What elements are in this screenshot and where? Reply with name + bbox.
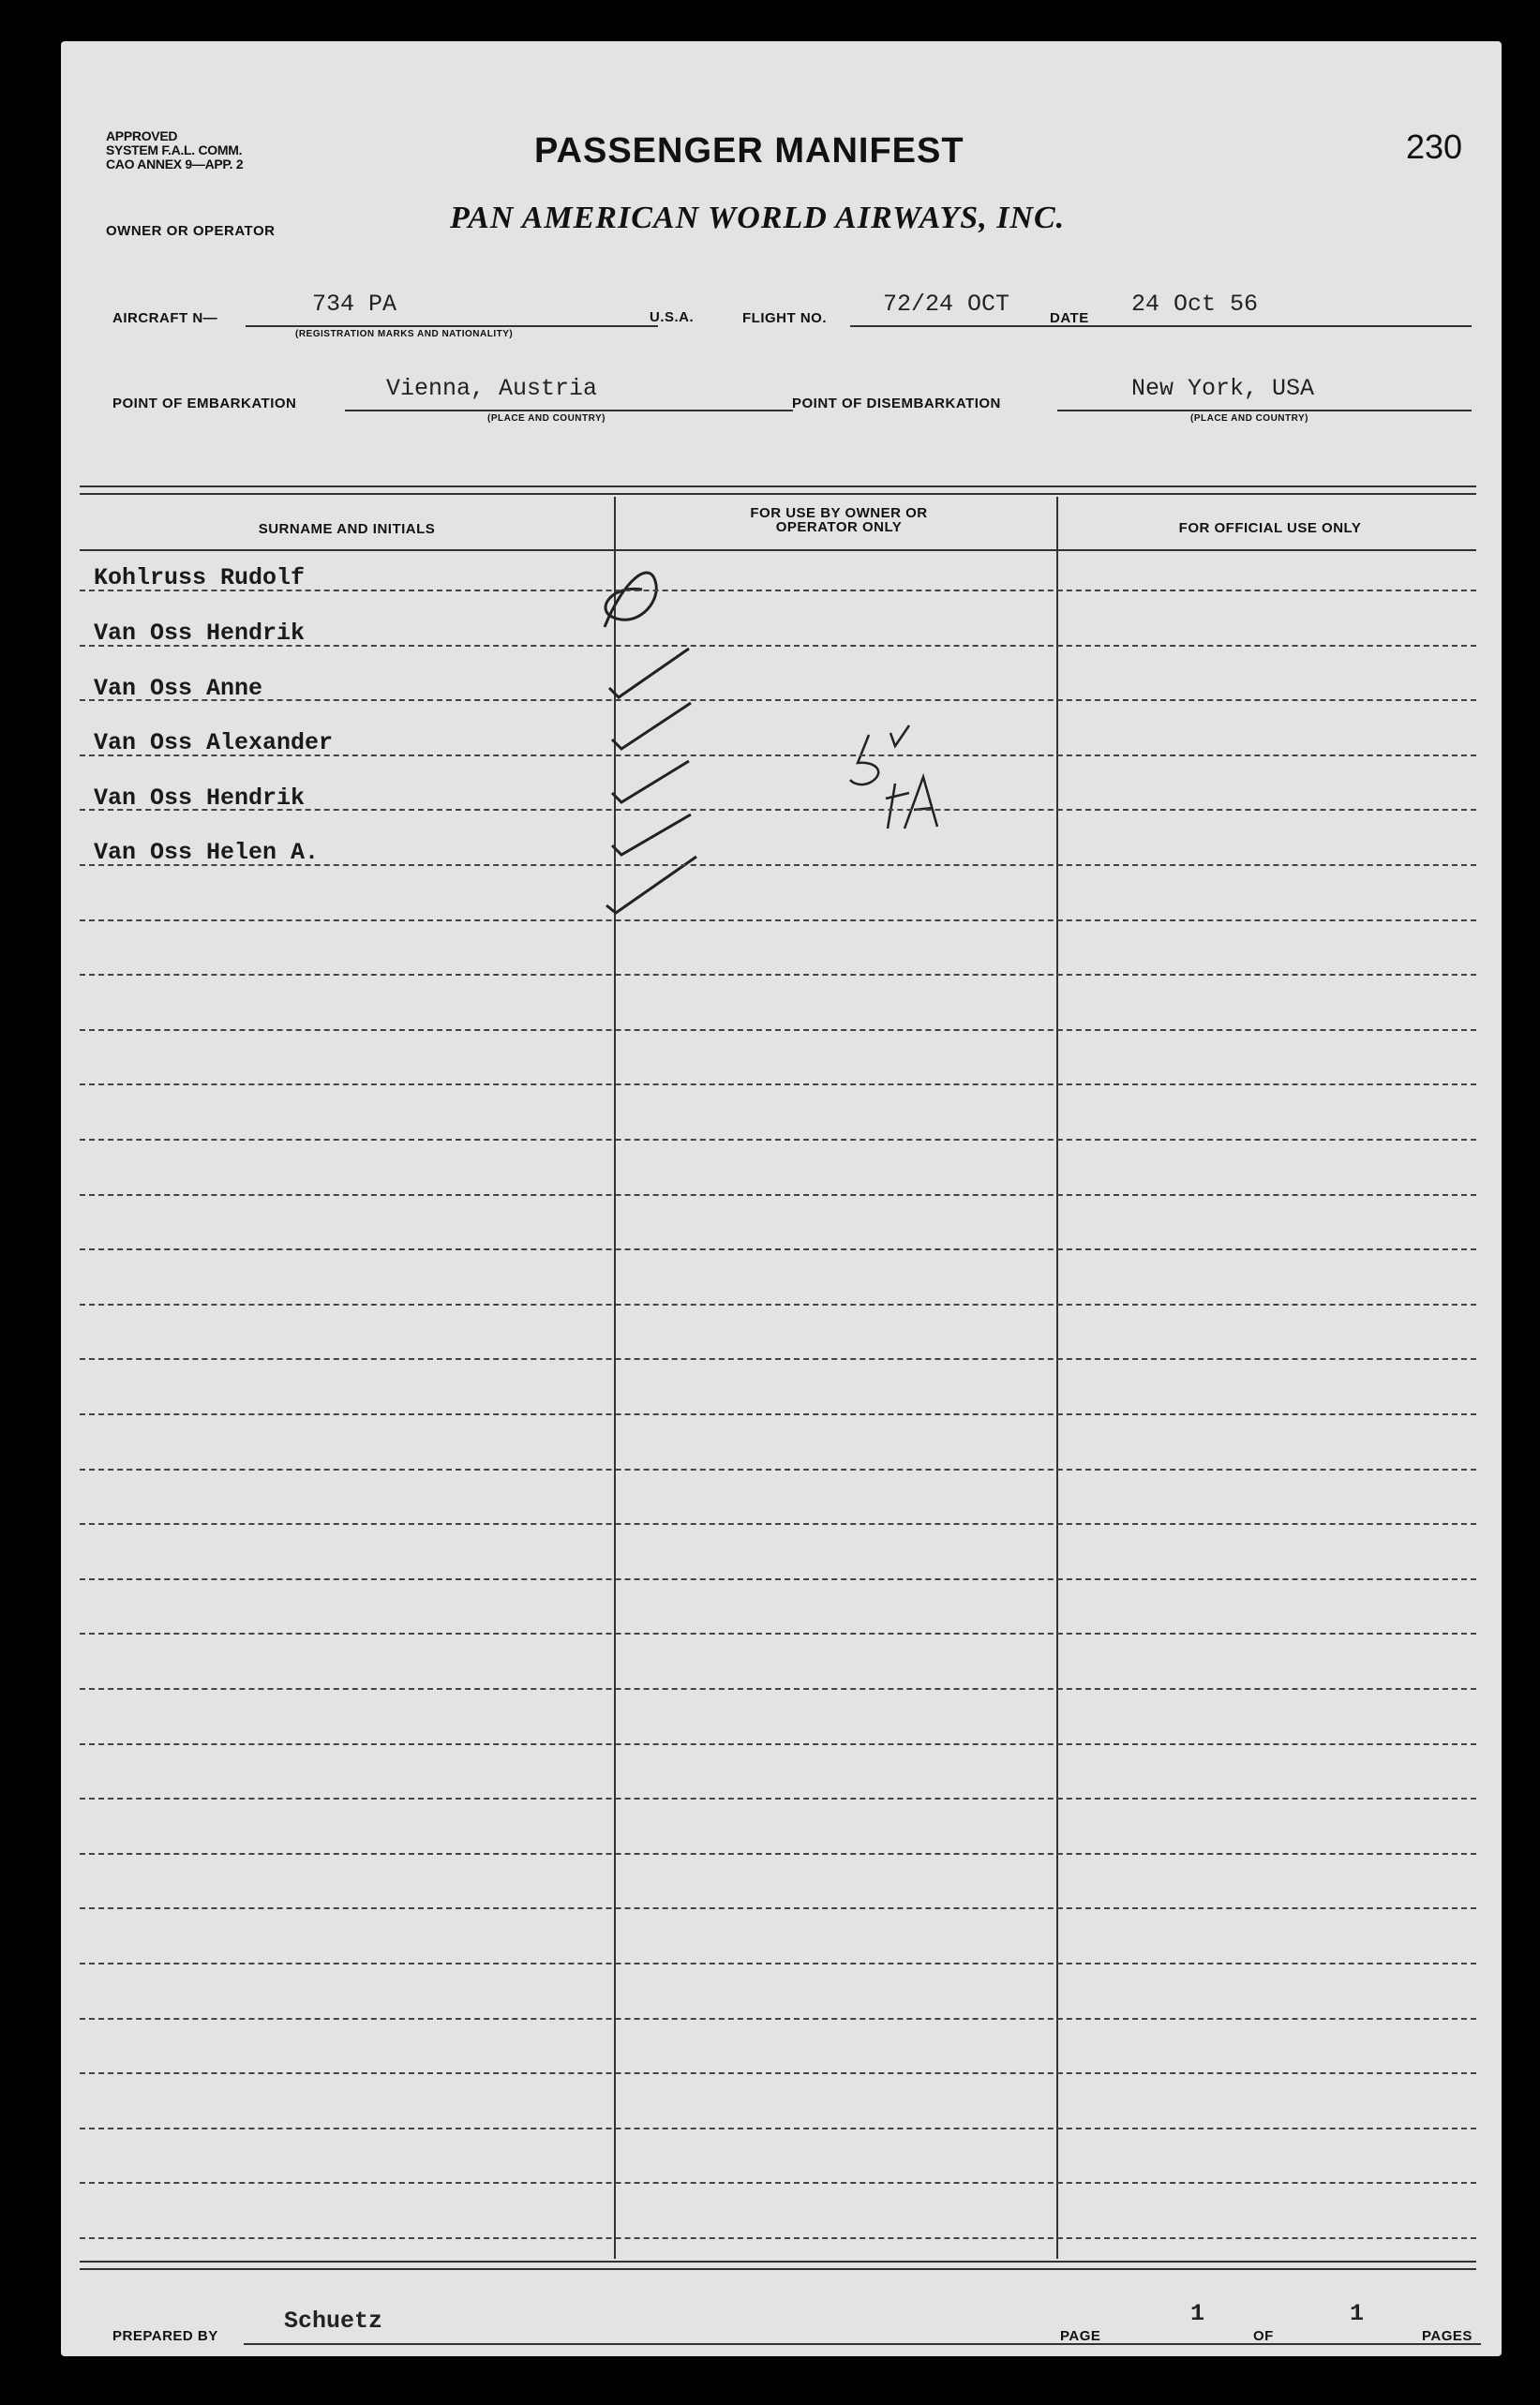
of-label: OF [1253,2328,1274,2344]
prepared-label: PREPARED BY [112,2328,218,2344]
of-value: 1 [1350,2300,1365,2327]
table-row-rule [80,699,1476,701]
table-row-rule [80,1469,1476,1471]
table-row-rule [80,1578,1476,1580]
table-row-rule [80,2072,1476,2074]
table-row-rule [80,864,1476,866]
table-row-rule [80,590,1476,591]
table-row-rule [80,1358,1476,1360]
table-row-rule [80,1798,1476,1800]
approval-block [106,129,243,172]
date-value: 24 Oct 56 [1131,291,1259,318]
table-row-rule [80,1248,1476,1250]
table-row-rule [80,2018,1476,2020]
embark-label: POINT OF EMBARKATION [112,396,297,411]
disembark-sub: (PLACE AND COUNTRY) [1190,413,1308,424]
approval-line: CAO ANNEX 9—APP. 2 [106,157,244,172]
page-title: PASSENGER MANIFEST [534,131,964,171]
aircraft-sub: (REGISTRATION MARKS AND NATIONALITY) [295,329,514,339]
passenger-name: Van Oss Helen A. [94,839,320,866]
table-row-rule [80,1743,1476,1745]
handwritten-checkmarks [586,547,1054,941]
company-name: PAN AMERICAN WORLD AIRWAYS, INC. [450,201,1066,235]
aircraft-value: 734 PA [312,291,397,318]
table-row-rule [80,1304,1476,1306]
table-row-rule [80,809,1476,811]
table-row-rule [80,1633,1476,1635]
passenger-name: Van Oss Hendrik [94,784,306,812]
table-row-rule [80,1139,1476,1141]
table-row-rule [80,2182,1476,2184]
disembark-value: New York, USA [1131,375,1315,402]
col-official-header: FOR OFFICIAL USE ONLY [1178,520,1362,536]
table-row-rule [80,974,1476,976]
col-surname-header: SURNAME AND INITIALS [258,521,436,537]
table-row-rule [80,1413,1476,1415]
table-row-rule [80,2237,1476,2239]
embark-sub: (PLACE AND COUNTRY) [487,413,606,424]
table-row-rule [80,1907,1476,1909]
table-row-rule [80,1688,1476,1690]
table-row-rule [80,919,1476,921]
passenger-name: Van Oss Alexander [94,729,334,756]
table-row-rule [80,1853,1476,1855]
flight-label: FLIGHT NO. [742,310,827,326]
sheet-number: 230 [1406,127,1463,166]
passenger-name: Van Oss Hendrik [94,620,306,647]
date-label: DATE [1050,310,1089,326]
page-label: PAGE [1060,2328,1101,2344]
approval-line: APPROVED [106,128,178,143]
table-row-rule [80,1963,1476,1964]
table-row-rule [80,1523,1476,1525]
owner-label: OWNER OR OPERATOR [106,223,276,239]
table-row-rule [80,1194,1476,1196]
disembark-label: POINT OF DISEMBARKATION [792,396,1001,411]
table-row-rule [80,1083,1476,1085]
table-row-rule [80,2128,1476,2129]
table-row-rule [80,1029,1476,1031]
table-row-rule [80,754,1476,756]
flight-value: 72/24 OCT [883,291,1010,318]
aircraft-label: AIRCRAFT N— [112,310,218,326]
prepared-value: Schuetz [284,2308,383,2335]
usa-label: U.S.A. [650,309,695,325]
approval-line: SYSTEM F.A.L. COMM. [106,142,243,157]
col-owner-text: FOR USE BY OWNER OR OPERATOR ONLY [750,505,928,535]
col-owner-header [623,506,1054,534]
passenger-name: Van Oss Anne [94,675,263,702]
pages-label: PAGES [1422,2328,1473,2344]
embark-value: Vienna, Austria [386,375,598,402]
page-value: 1 [1190,2300,1205,2327]
passenger-name: Kohlruss Rudolf [94,564,306,591]
table-row-rule [80,645,1476,647]
manifest-sheet [61,41,1502,2356]
